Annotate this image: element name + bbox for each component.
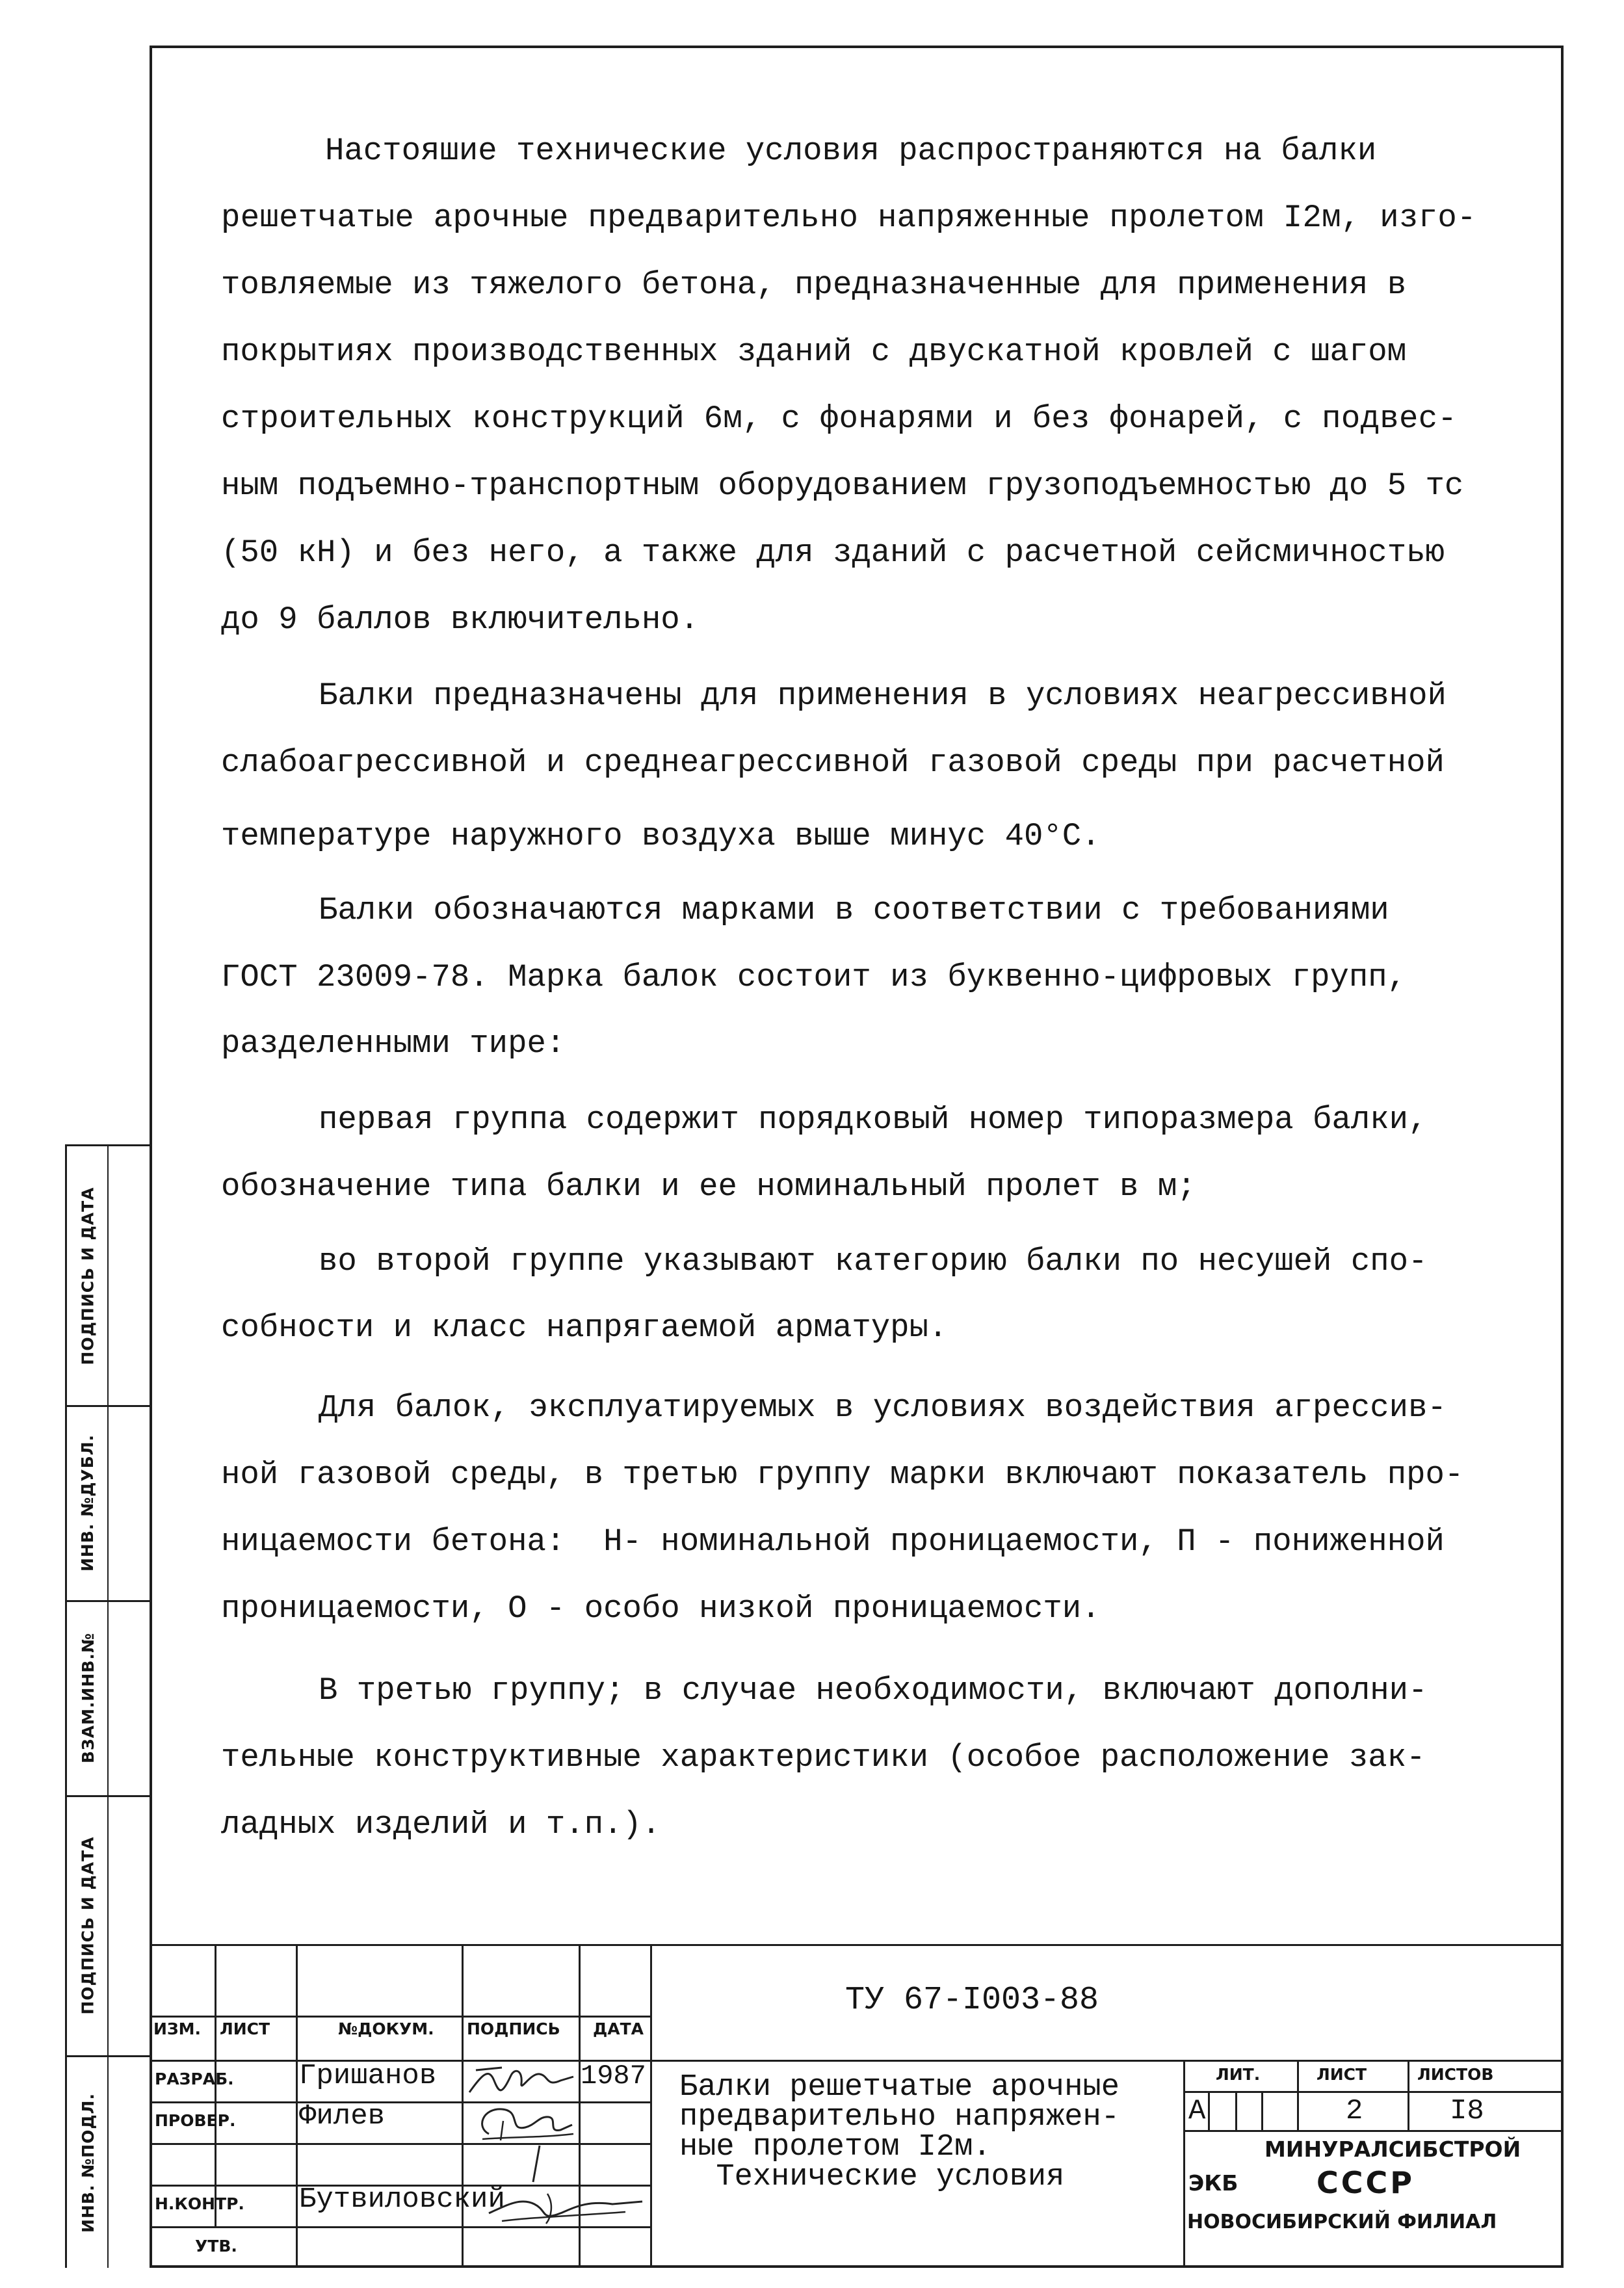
text-line: Для балок, эксплуатируемых в условиях воздействия агрессив- [319,1389,1447,1426]
strip-label: ИНВ. №ПОДЛ. [78,2092,98,2233]
text-line: обозначение типа балки и ее номинальный пролет в м; [221,1168,1196,1205]
strip-cell [71,1795,105,2055]
text-line: ной газовой среды, в третью группу марки включают показатель про- [221,1456,1464,1493]
strip-label: ПОДПИСЬ И ДАТА [78,1835,98,2015]
col-header-list: ЛИСТ [220,2019,270,2038]
sheet-number: 2 [1346,2095,1363,2127]
text-line: слабоагрессивной и среднеагрессивной газовой среды при расчетной [221,744,1445,781]
signature-razrab [463,2061,577,2101]
text-line: Балки обозначаются марками в соответствии с требованиями [319,892,1389,928]
text-line: В третью группу; в случае необходимости, включают дополни- [319,1672,1428,1709]
sign-date: 1987 [581,2060,646,2092]
text-line: проницаемости, О - особо низкой проницаемости. [221,1590,1101,1627]
text-line: ладных изделий и т.п.). [221,1806,661,1843]
grid-line [1183,2060,1185,2268]
role-label: РАЗРАБ. [155,2070,234,2088]
col-header-signature: ПОДПИСЬ [467,2019,560,2038]
person-name: Филев [299,2100,386,2133]
org-ekb: ЭКБ [1188,2170,1238,2196]
title-block-border [150,1944,1564,1946]
grid-line [1408,2060,1409,2130]
text-line: собности и класс напрягаемой арматуры. [221,1309,948,1346]
person-name: Бутвиловский [299,2183,505,2216]
org-branch: НОВОСИБИРСКИЙ ФИЛИАЛ [1187,2211,1497,2233]
document-title-line: ные пролетом I2м. [679,2130,991,2164]
strip-cell [71,1405,105,1600]
grid-line [150,2016,650,2018]
role-label: Н.КОНТР. [155,2194,244,2213]
grid-line [1297,2060,1299,2130]
lit-header: ЛИТ. [1216,2065,1261,2084]
text-line: тельные конструктивные характеристики (особое расположение зак- [221,1739,1426,1776]
document-title-line: Технические условия [679,2160,1065,2194]
sheet-header: ЛИСТ [1316,2065,1367,2084]
text-line: товляемые из тяжелого бетона, предназначенные для применения в [221,267,1407,303]
org-country: СССР [1316,2165,1415,2200]
col-header-izm: ИЗМ. [153,2019,202,2038]
role-label: УТВ. [195,2237,237,2255]
text-line: Настояшие технические условия распространяются на балки [325,133,1377,169]
text-line: строительных конструкций 6м, с фонарями и без фонарей, с подвес- [221,401,1458,437]
grid-line [650,1944,652,2268]
grid-line [1183,2091,1564,2093]
signature-stroke [520,2143,559,2185]
text-line: до 9 баллов включительно. [221,601,700,638]
signature-nkontr [463,2185,645,2226]
text-line: ницаемости бетона: Н- номинальной проницаемости, П - пониженной [221,1523,1445,1560]
col-header-doc: №ДОКУМ. [338,2019,434,2038]
strip-divider [107,1146,109,2268]
margin-strip [65,1144,150,2268]
document-title-line: Балки решетчатые арочные [679,2070,1120,2105]
person-name: Гришанов [299,2060,437,2092]
grid-line [296,1944,298,2268]
grid-line [1235,2091,1237,2130]
text-line: первая группа содержит порядковый номер типоразмера балки, [319,1101,1428,1138]
strip-label: ПОДПИСЬ И ДАТА [78,1186,98,1365]
text-line: разделенными тире: [221,1025,566,1062]
sheets-header: ЛИСТОВ [1417,2065,1494,2084]
grid-line [1208,2091,1210,2130]
document-title-line: предварительно напряжен- [679,2100,1120,2135]
grid-line [150,2226,650,2228]
strip-label: ВЗАМ.ИНВ.№ [78,1632,98,1763]
strip-cell [71,1146,105,1405]
text-line: (50 кН) и без него, а также для зданий с расчетной сейсмичностью [221,534,1445,571]
signature-prover [463,2101,577,2143]
document-code: ТУ 67-I003-88 [845,1982,1099,2019]
strip-cell [71,1600,105,1795]
text-line: Балки предназначены для применения в условиях неагрессивной [319,677,1447,714]
grid-line [1183,2130,1564,2132]
document-frame [150,46,1564,2268]
text-line: температуре наружного воздуха выше минус 40°С. [221,818,1101,854]
text-line: ГОСТ 23009-78. Марка балок состоит из буквенно-цифровых групп, [221,959,1407,995]
text-line: покрытиях производственных зданий с двускатной кровлей с шагом [221,334,1407,370]
grid-line [1261,2091,1263,2130]
text-line: ным подъемно-транспортным оборудованием грузоподъемностью до 5 тс [221,467,1464,504]
role-label: ПРОВЕР. [155,2111,236,2130]
strip-cell [71,2055,105,2270]
col-header-date: ДАТА [593,2019,644,2038]
org-ministry: МИНУРАЛСИБСТРОЙ [1264,2137,1521,2162]
grid-line [150,2143,650,2145]
strip-label: ИНВ. №ДУБЛ. [78,1434,98,1571]
sheets-total: I8 [1450,2095,1484,2127]
lit-value: А [1188,2095,1206,2127]
text-line: во второй группе указывают категорию балки по несушей спо- [319,1243,1428,1280]
text-line: решетчатые арочные предварительно напряженные пролетом I2м, изго- [221,200,1476,236]
